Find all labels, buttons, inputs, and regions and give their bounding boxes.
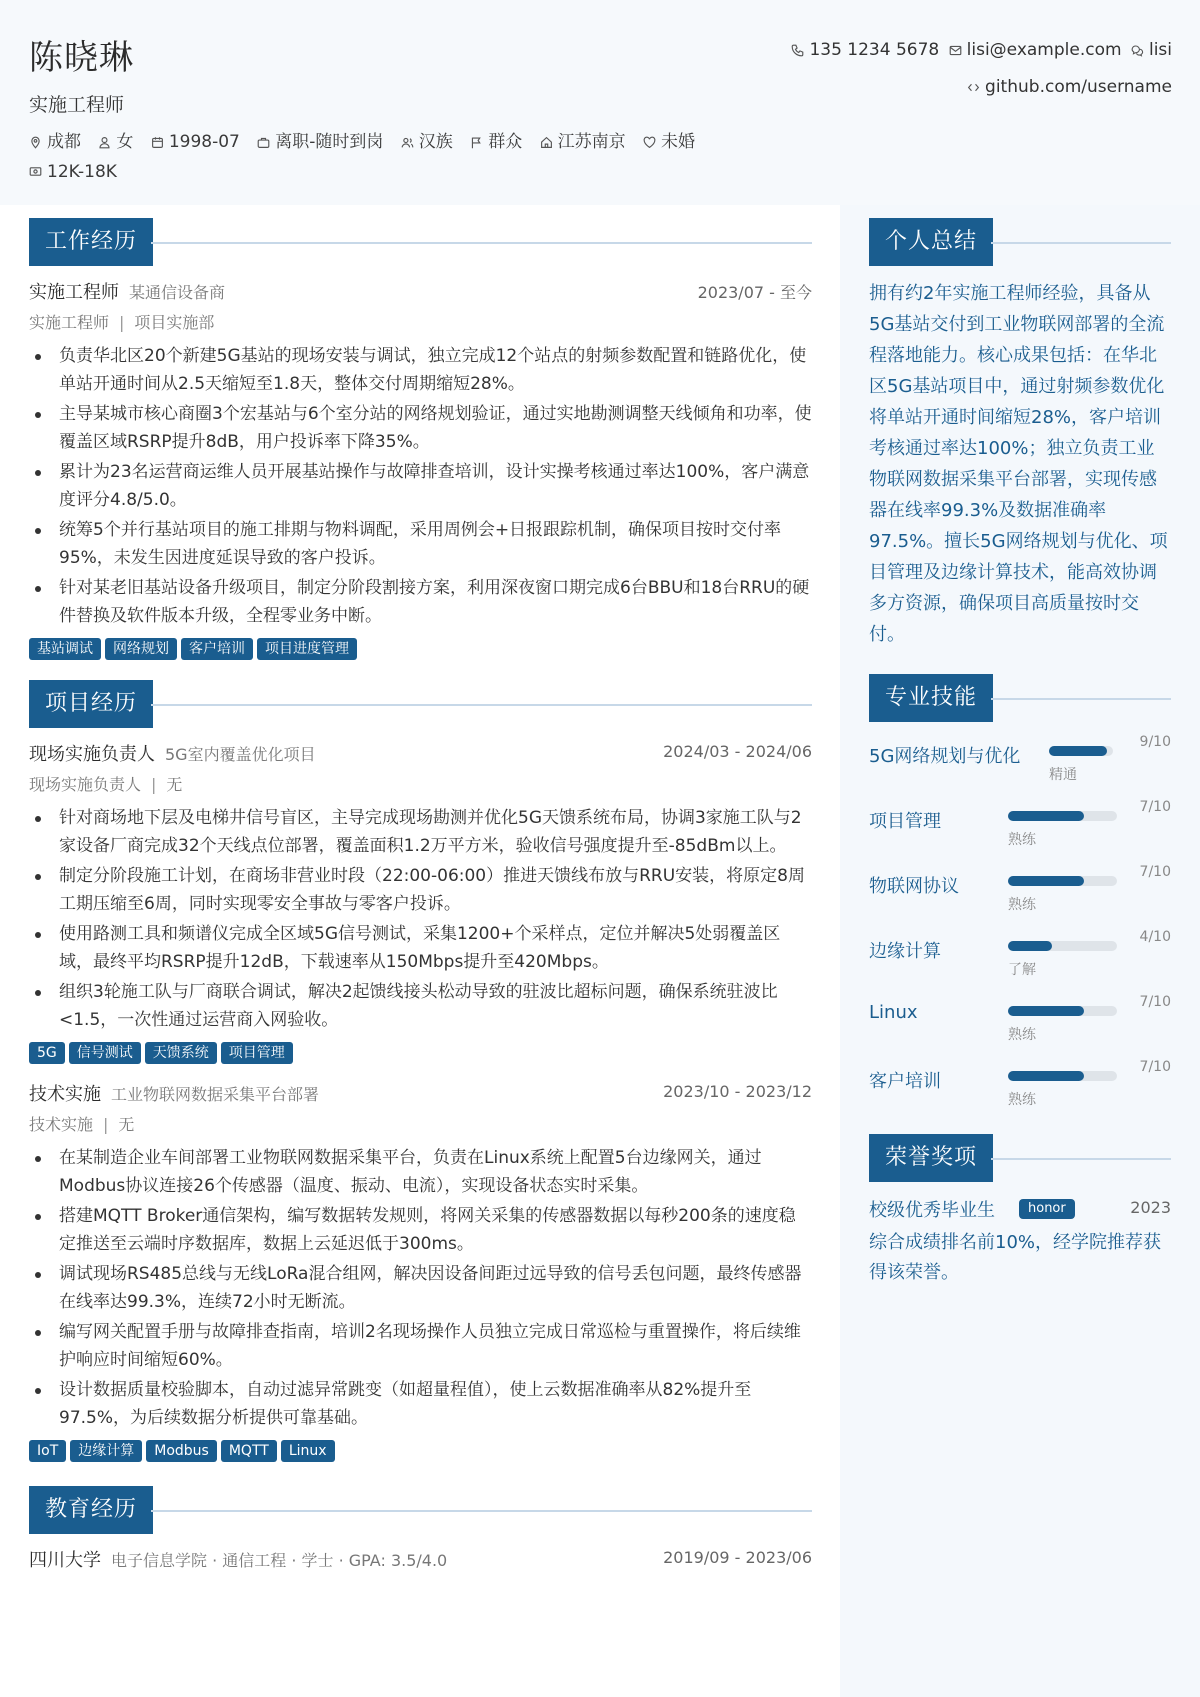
list-item: 统筹5个并行基站项目的施工排期与物料调配，采用周例会+日报跟踪机制，确保项目按时交付率95%，未发生因进度延误导致的客户投诉。 — [29, 516, 812, 572]
skill-item — [869, 791, 1171, 856]
section-divider — [151, 704, 812, 706]
heart-icon — [643, 136, 656, 149]
skill-bar — [1008, 876, 1117, 886]
education-entry — [29, 1546, 812, 1574]
list-item: 针对某老旧基站设备升级项目，制定分阶段割接方案，利用深夜窗口期完成6台BBU和18台RRU的硬件替换及软件版本升级，全程零业务中断。 — [29, 574, 812, 630]
list-item: 针对商场地下层及电梯井信号盲区，主导完成现场勘测并优化5G天馈系统布局，协调3家施工队与2家设备厂商完成32个天线点位部署，覆盖面积1.2万平方米，验收信号强度提升至-85dBm以上。 — [29, 804, 812, 860]
skill-item — [869, 921, 1171, 986]
person-icon — [98, 136, 111, 149]
list-item: 使用路测工具和频谱仪完成全区域5G信号测试，采集1200+个采样点，定位并解决5处弱覆盖区域，最终平均RSRP提升12dB，下载速率从150Mbps提升至420Mbps。 — [29, 920, 812, 976]
info-hometown: 江苏南京 — [540, 128, 626, 156]
list-item: 制定分阶段施工计划，在商场非营业时段（22:00-06:00）推进天馈线布放与RRU安装，将原定8周工期压缩至6周，同时实现零安全事故与零客户投诉。 — [29, 862, 812, 918]
school-name: 四川大学 — [29, 1550, 101, 1571]
contact-wechat[interactable]: lisi — [1131, 33, 1172, 68]
entry-bullets — [29, 804, 812, 1034]
tag: Linux — [281, 1440, 335, 1462]
mail-icon — [949, 44, 962, 57]
education-section-header — [29, 1486, 812, 1534]
tag: 5G — [29, 1042, 65, 1064]
section-divider — [991, 698, 1171, 700]
entry-subtitle: 实施工程师 | 项目实施部 — [29, 313, 215, 332]
chat-icon — [1131, 44, 1144, 57]
list-item: 设计数据质量校验脚本，自动过滤异常跳变（如超量程值），使上云数据准确率从82%提升至97.5%，为后续数据分析提供可靠基础。 — [29, 1376, 812, 1432]
entry-org: 5G室内覆盖优化项目 — [165, 745, 316, 764]
skills-list — [869, 726, 1171, 1116]
tag: 天馈系统 — [145, 1042, 217, 1064]
info-marital: 未婚 — [643, 128, 695, 156]
entry-org: 工业物联网数据采集平台部署 — [111, 1085, 320, 1104]
contact-github[interactable]: github.com/username — [967, 70, 1172, 105]
award-entry — [869, 1196, 1171, 1288]
section-title: 荣誉奖项 — [869, 1134, 993, 1182]
section-title: 个人总结 — [869, 218, 993, 266]
skill-name: 物联网协议 — [869, 876, 959, 897]
skill-score: 9/10 — [1139, 734, 1171, 750]
skill-bar — [1008, 811, 1117, 821]
list-item: 搭建MQTT Broker通信架构，编写数据转发规则，将网关采集的传感器数据以每秒200条的速度稳定推送至云端时序数据库，数据上云延迟低于300ms。 — [29, 1202, 812, 1258]
candidate-name: 陈晓琳 — [29, 38, 134, 78]
code-icon — [967, 81, 980, 94]
home-icon — [540, 136, 553, 149]
list-item: 累计为23名运营商运维人员开展基站操作与故障排查培训，设计实操考核通过率达100%，客户满意度评分4.8/5.0。 — [29, 458, 812, 514]
award-badge: honor — [1019, 1199, 1075, 1219]
section-title: 项目经历 — [29, 680, 153, 728]
entry-bullets — [29, 1144, 812, 1432]
list-item: 在某制造企业车间部署工业物联网数据采集平台，负责在Linux系统上配置5台边缘网关，通过Modbus协议连接26个传感器（温度、振动、电流），实现设备状态实时采集。 — [29, 1144, 812, 1200]
info-status: 离职-随时到岗 — [257, 128, 383, 156]
skill-score: 7/10 — [1139, 1059, 1171, 1075]
money-icon — [29, 165, 42, 178]
summary-section-header — [869, 218, 1171, 266]
skill-bar — [1008, 1071, 1117, 1081]
entry-date: 2023/07 - 至今 — [697, 283, 812, 302]
tag: MQTT — [221, 1440, 277, 1462]
info-gender: 女 — [98, 128, 133, 156]
entry-subtitle: 现场实施负责人 | 无 — [29, 775, 183, 794]
section-divider — [151, 242, 812, 244]
project-entry — [29, 1080, 812, 1466]
skill-fill — [1049, 746, 1107, 756]
contact-email[interactable]: lisi@example.com — [949, 33, 1122, 68]
skill-score: 7/10 — [1139, 799, 1171, 815]
skill-level: 熟练 — [1008, 832, 1036, 848]
entry-org: 某通信设备商 — [129, 283, 226, 302]
skill-item — [869, 1051, 1171, 1116]
entry-date: 2024/03 - 2024/06 — [663, 742, 812, 761]
tag: 项目进度管理 — [257, 638, 357, 660]
sidebar-column — [840, 205, 1200, 1697]
section-divider — [991, 242, 1171, 244]
skill-level: 熟练 — [1008, 1027, 1036, 1043]
skill-fill — [1008, 876, 1084, 886]
main-column — [29, 205, 812, 1574]
award-description: 综合成绩排名前10%，经学院推荐获得该荣誉。 — [869, 1232, 1162, 1283]
skill-score: 7/10 — [1139, 994, 1171, 1010]
section-title: 专业技能 — [869, 674, 993, 722]
skills-section-header — [869, 674, 1171, 722]
contact-phone[interactable]: 135 1234 5678 — [791, 33, 939, 68]
project-section-header — [29, 680, 812, 728]
section-title: 教育经历 — [29, 1486, 153, 1534]
entry-subtitle: 技术实施 | 无 — [29, 1115, 135, 1134]
work-entry — [29, 278, 812, 664]
list-item: 组织3轮施工队与厂商联合调试，解决2起馈线接头松动导致的驻波比超标问题，确保系统驻波比<1.5，一次性通过运营商入网验收。 — [29, 978, 812, 1034]
tag: 项目管理 — [221, 1042, 293, 1064]
skill-fill — [1008, 811, 1084, 821]
skill-level: 熟练 — [1008, 1092, 1036, 1108]
skill-score: 7/10 — [1139, 864, 1171, 880]
entry-title: 现场实施负责人 5G室内覆盖优化项目 — [29, 744, 316, 765]
award-year: 2023 — [1130, 1198, 1171, 1217]
entry-bullets — [29, 342, 812, 630]
skill-item — [869, 986, 1171, 1051]
entry-date: 2023/10 - 2023/12 — [663, 1082, 812, 1101]
list-item: 负责华北区20个新建5G基站的现场安装与调试，独立完成12个站点的射频参数配置和链路优化，使单站开通时间从2.5天缩短至1.8天，整体交付周期缩短28%。 — [29, 342, 812, 398]
people-icon — [401, 136, 414, 149]
section-divider — [991, 1158, 1171, 1160]
skill-fill — [1008, 1006, 1084, 1016]
location-icon — [29, 136, 42, 149]
tag: 边缘计算 — [70, 1440, 142, 1462]
candidate-role: 实施工程师 — [29, 94, 125, 116]
tag: 客户培训 — [181, 638, 253, 660]
skill-name: 边缘计算 — [869, 941, 941, 962]
flag-icon — [470, 136, 483, 149]
project-entry — [29, 740, 812, 1068]
award-name: 校级优秀毕业生 — [869, 1200, 995, 1221]
tag: 网络规划 — [105, 638, 177, 660]
calendar-icon — [151, 136, 164, 149]
info-birth: 1998-07 — [151, 128, 240, 156]
section-divider — [151, 1510, 812, 1512]
phone-icon — [791, 44, 804, 57]
contact-info — [787, 33, 1172, 107]
summary-text: 拥有约2年实施工程师经验，具备从5G基站交付到工业物联网部署的全流程落地能力。核心成果包括：在华北区5G基站项目中，通过射频参数优化将单站开通时间缩短28%，客户培训考核通过率达100%；独立负责工业物联网数据采集平台部署，实现传感器在线率99.3%及数据准确率97.5%。擅长5G网络规划与优化、项目管理及边缘计算技术，能高效协调多方资源，确保项目高质量按时交付。 — [869, 283, 1168, 645]
skill-tags — [29, 1042, 812, 1068]
info-political: 群众 — [470, 128, 522, 156]
education-detail: 电子信息学院 · 通信工程 · 学士 · GPA: 3.5/4.0 — [111, 1551, 448, 1570]
skill-tags — [29, 1440, 812, 1466]
list-item: 编写网关配置手册与故障排查指南，培训2名现场操作人员独立完成日常巡检与重置操作，将后续维护响应时间缩短60%。 — [29, 1318, 812, 1374]
list-item: 主导某城市核心商圈3个宏基站与6个室分站的网络规划验证，通过实地勘测调整天线倾角和功率，使覆盖区域RSRP提升8dB，用户投诉率下降35%。 — [29, 400, 812, 456]
tag: 信号测试 — [69, 1042, 141, 1064]
skill-level: 精通 — [1049, 767, 1077, 783]
skill-name: 客户培训 — [869, 1071, 941, 1092]
info-ethnicity: 汉族 — [401, 128, 453, 156]
list-item: 调试现场RS485总线与无线LoRa混合组网，解决因设备间距过远导致的信号丢包问题，最终传感器在线率达99.3%，连续72小时无断流。 — [29, 1260, 812, 1316]
work-section-header — [29, 218, 812, 266]
resume-header — [0, 0, 1200, 205]
awards-section-header — [869, 1134, 1171, 1182]
entry-date: 2019/09 - 2023/06 — [663, 1548, 812, 1567]
skill-name: 5G网络规划与优化 — [869, 746, 1021, 767]
skill-tags — [29, 638, 812, 664]
skill-name: Linux — [869, 1002, 918, 1023]
info-location: 成都 — [29, 128, 81, 156]
personal-info — [29, 128, 749, 187]
skill-bar — [1008, 1006, 1117, 1016]
skill-item — [869, 726, 1171, 791]
skill-fill — [1008, 941, 1052, 951]
entry-title: 技术实施 工业物联网数据采集平台部署 — [29, 1084, 320, 1105]
entry-title: 实施工程师 某通信设备商 — [29, 282, 226, 303]
tag: 基站调试 — [29, 638, 101, 660]
tag: IoT — [29, 1440, 66, 1462]
info-salary: 12K-18K — [29, 158, 117, 186]
skill-item — [869, 856, 1171, 921]
skill-score: 4/10 — [1139, 929, 1171, 945]
section-title: 工作经历 — [29, 218, 153, 266]
briefcase-icon — [257, 136, 270, 149]
skill-fill — [1008, 1071, 1084, 1081]
skill-level: 熟练 — [1008, 897, 1036, 913]
skill-bar — [1049, 746, 1113, 756]
skill-level: 了解 — [1008, 962, 1036, 978]
skill-bar — [1008, 941, 1117, 951]
skill-name: 项目管理 — [869, 811, 941, 832]
tag: Modbus — [146, 1440, 217, 1462]
